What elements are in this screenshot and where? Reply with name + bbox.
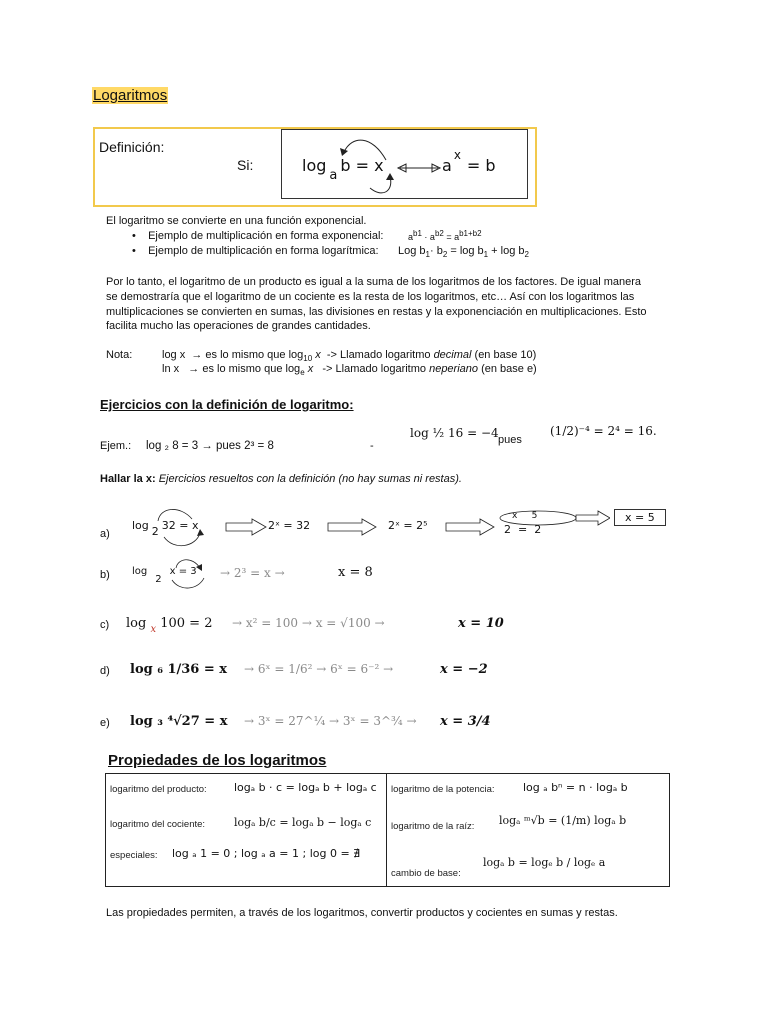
prop-root-label: logaritmo de la raíz: (391, 821, 475, 832)
exercise-d-label: d) (100, 665, 110, 677)
exercise-e-result: x = 3/4 (440, 714, 491, 729)
si-label: Si: (237, 157, 254, 173)
properties-table (105, 773, 670, 887)
exercise-c-step1: log $_x$ 100 = 2 (126, 616, 213, 635)
properties-right-cell (387, 774, 670, 887)
example-expr3: (1/2)⁻⁴ = 2⁴ = 16. (550, 424, 657, 438)
hallar-line: Hallar la x: Ejercicios resueltos con la definición (no hay sumas ni restas). (100, 473, 462, 485)
example-expr2: log ½ 16 = −4 (410, 426, 499, 440)
exercise-a-step1: log 2 32 = x (132, 519, 199, 538)
exercise-e-label: e) (100, 717, 110, 729)
exercise-e-step2: → 3ˣ = 27^¼ → 3ˣ = 3^¾ → (244, 714, 417, 728)
paragraph-line-3: multiplicaciones se convierten en sumas, las divisiones en restas y la exponenciación en multiplicaciones. Esto (106, 306, 647, 318)
nota-label: Nota: (106, 349, 133, 361)
exercise-a-step4b: 2 = 2 (504, 523, 542, 536)
prop-power-label: logaritmo de la potencia: (391, 784, 495, 795)
exercise-a-step2: 2ˣ = 32 (268, 519, 311, 532)
paragraph-line-2: se demostraría que el logaritmo de un cociente es la resta de los logaritmos, etc… Así con los logaritmos las (106, 291, 635, 303)
page-title: Logaritmos (93, 87, 168, 104)
bullet-2-formula: Log $b_1\cdot b_2 = \log b_1 + \log b_2$ (398, 245, 529, 260)
prop-power-formula: log ₐ bⁿ = n · logₐ b (523, 781, 628, 794)
prop-base-change-label: cambio de base: (391, 868, 461, 879)
nota-line-2: ln x → es lo mismo que $\log_e x$ -> Llamado logaritmo neperiano (en base e) (162, 363, 537, 378)
paragraph-line-4: facilita mucho las operaciones de grandes cantidades. (106, 320, 371, 332)
nota-line-1: log x → es lo mismo que $\log_{10} x$ -> Llamado logaritmo decimal (en base 10) (162, 349, 537, 364)
paragraph-line-1: Por lo tanto, el logaritmo de un producto es igual a la suma de los logaritmos de los factores. De igual manera (106, 276, 642, 288)
properties-left-cell (106, 774, 387, 887)
exercise-b-arrows (160, 556, 220, 592)
exercise-d-step2: → 6ˣ = 1/6² → 6ˣ = 6⁻² → (244, 662, 394, 676)
example-expr: log ₂ 8 = 3 → pues 2³ = 8 (146, 440, 274, 452)
properties-heading: Propiedades de los logaritmos (108, 752, 327, 769)
example-pues: pues (498, 434, 522, 446)
definition-label: Definición: (99, 139, 165, 155)
bullet-2: • Ejemplo de multiplicación en forma logarítmica: (132, 245, 379, 257)
formula-log: $\log_ab = x$ (302, 156, 384, 183)
exercise-b-label: b) (100, 569, 110, 581)
prop-product-formula: logₐ b · c = logₐ b + logₐ c (234, 781, 377, 794)
prop-quotient-formula: logₐ b/c = logₐ b − logₐ c (234, 816, 372, 829)
example-label: Ejem.: (100, 440, 132, 452)
exercises-heading: Ejercicios con la definición de logaritmo: (100, 397, 354, 412)
bullet-1-formula: $a^{b1} \cdot a^{b2} = a^{b1+b2}$ (408, 229, 482, 242)
prop-product-label: logaritmo del producto: (110, 784, 207, 795)
exercise-c-step2: → x² = 100 → x = √100 → (232, 616, 385, 630)
exercise-a-result: x = 5 (614, 509, 666, 526)
exercise-b-step1: log2x = 3 (132, 566, 197, 585)
prop-special-label: especiales: (110, 850, 158, 861)
prop-quotient-label: logaritmo del cociente: (110, 819, 206, 830)
intro-line: El logaritmo se convierte en una función exponencial. (106, 215, 367, 227)
exercise-a-label: a) (100, 528, 110, 540)
prop-root-formula: logₐ ᵐ√b = (1/m) logₐ b (499, 814, 627, 827)
exercise-a-step4: x 5 (512, 511, 538, 521)
exercise-b-step2: → 2³ = x → (220, 566, 285, 580)
exercise-d-step1: log ₆ 1/36 = x (130, 662, 228, 677)
prop-base-change-formula: logₐ b = logₑ b / logₑ a (483, 856, 606, 869)
footer-note: Las propiedades permiten, a través de los logaritmos, convertir productos y cocientes en sumas y restas. (106, 907, 618, 919)
exercise-e-step1: log ₃ ⁴√27 = x (130, 714, 228, 729)
exercise-a-step3: 2ˣ = 2⁵ (388, 519, 428, 532)
prop-special-formula: log ₐ 1 = 0 ; log ₐ a = 1 ; log 0 = ∄ (172, 847, 361, 860)
exercise-c-label: c) (100, 619, 110, 631)
bullet-1: • Ejemplo de multiplicación en forma exponencial: (132, 230, 384, 242)
definition-formula-box (281, 129, 528, 199)
example-dash: - (370, 440, 374, 452)
exercise-b-result: x = 8 (338, 565, 373, 580)
exercise-d-result: x = −2 (440, 662, 488, 677)
exercise-c-result: x = 10 (458, 616, 504, 631)
formula-exp: $a^x= b$ (442, 148, 496, 175)
